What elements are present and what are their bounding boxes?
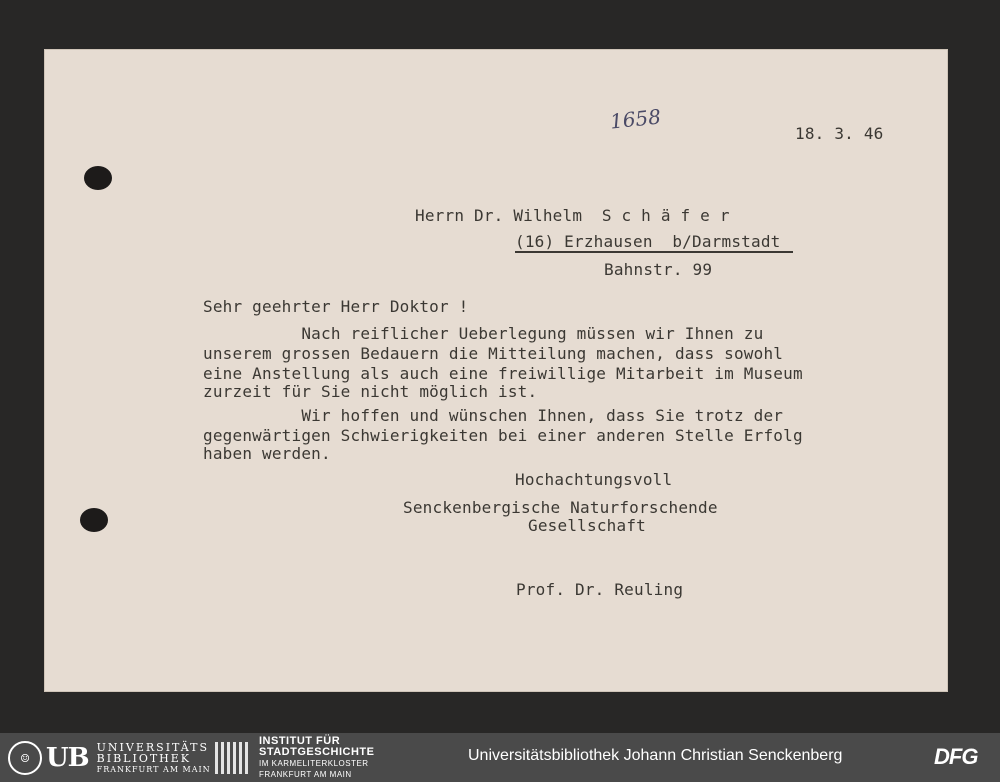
dfg-logo[interactable]: DFG (934, 744, 978, 769)
organization-line-2: Gesellschaft (528, 516, 646, 535)
isg-line-1: INSTITUT FÜR (259, 735, 341, 747)
recipient-street: Bahnstr. 99 (604, 260, 713, 279)
archive-number: 1658 (608, 104, 663, 134)
salutation: Sehr geehrter Herr Doktor ! (203, 297, 469, 316)
closing: Hochachtungsvoll (515, 470, 673, 489)
recipient-town: (16) Erzhausen b/Darmstadt (515, 232, 793, 253)
isg-line-3: IM KARMELITERKLOSTER (259, 759, 369, 768)
body-line: zurzeit für Sie nicht möglich ist. (203, 382, 538, 401)
columns-icon (215, 742, 251, 774)
library-title: Universitätsbibliothek Johann Christian Senckenberg (468, 747, 843, 764)
body-line: eine Anstellung als auch eine freiwillige Mitarbeit im Museum (203, 364, 803, 383)
ub-letters: UB (46, 743, 89, 773)
punch-hole-bottom (80, 508, 108, 532)
punch-hole-top (84, 166, 112, 190)
organization-line-1: Senckenbergische Naturforschende (403, 498, 718, 517)
ub-line-2: BIBLIOTHEK (96, 751, 192, 765)
ub-logo[interactable] (8, 741, 211, 775)
isg-name (259, 736, 374, 780)
body-line: Nach reiflicher Ueberlegung müssen wir Ihnen zu (203, 324, 764, 343)
body-line: unserem grossen Bedauern die Mitteilung machen, dass sowohl (203, 344, 784, 363)
letter-date: 18. 3. 46 (795, 124, 884, 143)
ub-name (97, 742, 211, 775)
signatory: Prof. Dr. Reuling (516, 580, 684, 599)
isg-line-4: FRANKFURT AM MAIN (259, 770, 352, 779)
recipient-name: Herrn Dr. Wilhelm S c h ä f e r (415, 206, 730, 225)
body-line: gegenwärtigen Schwierigkeiten bei einer anderen Stelle Erfolg (203, 426, 803, 445)
letter-page (44, 49, 948, 692)
ub-line-1: UNIVERSITÄTS (96, 740, 209, 754)
isg-line-2: STADTGESCHICHTE (259, 746, 375, 758)
senckenberg-portrait-icon: ☺ (8, 741, 42, 775)
footer-bar (0, 733, 1000, 782)
ub-line-3: FRANKFURT AM MAIN (96, 764, 211, 774)
body-line: Wir hoffen und wünschen Ihnen, dass Sie trotz der (203, 406, 784, 425)
isg-logo[interactable] (215, 735, 375, 779)
body-line: haben werden. (203, 444, 331, 463)
